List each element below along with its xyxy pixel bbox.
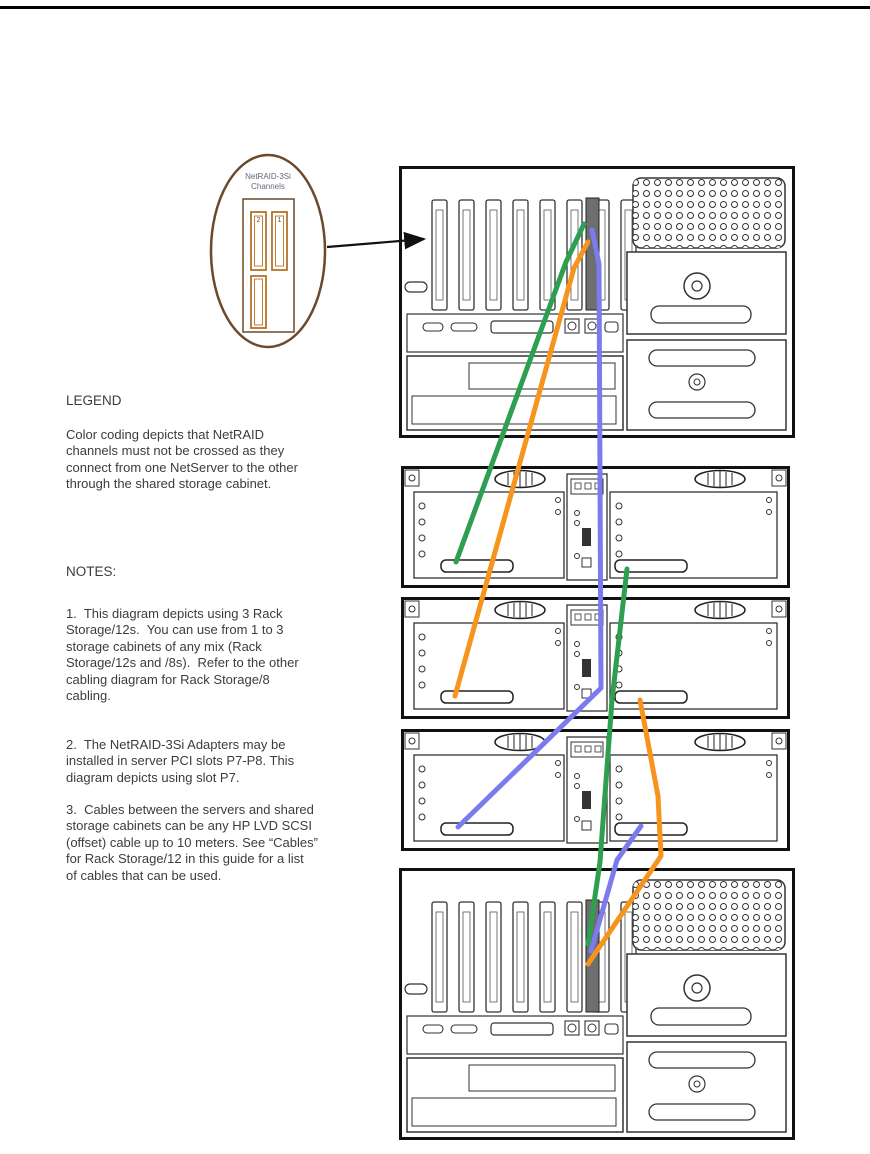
note-item: 1. This diagram depicts using 3 Rack Storage/12s. You can use from 1 to 3 storage cabinets of any mix (Rack Storage/12s and /8s). Refer to the other cabling diagram for Rack Storage/8 cabling.	[66, 606, 303, 704]
callout-bubble	[211, 155, 325, 347]
rack-storage-unit-2	[403, 599, 789, 718]
notes-heading: NOTES:	[66, 564, 117, 579]
netserver-bottom	[401, 870, 794, 1139]
rack-storage-unit-1	[403, 468, 789, 587]
note-item: 2. The NetRAID-3Si Adapters may be installed in server PCI slots P7-P8. This diagram depicts using slot P7.	[66, 737, 298, 785]
legend-body: Color coding depicts that NetRAID channels must not be crossed as they connect from one NetServer to the other through the shared storage cabinet.	[66, 427, 302, 492]
callout-label-line1: NetRAID-3Si	[245, 172, 291, 181]
callout-label-line2: Channels	[251, 182, 285, 191]
channel-number: 2	[256, 217, 261, 224]
rack-storage-unit-3	[403, 731, 789, 850]
channel-number: 1	[277, 217, 282, 224]
legend-heading: LEGEND	[66, 393, 122, 408]
note-item: 3. Cables between the servers and shared storage cabinets can be any HP LVD SCSI (offset) cable up to 10 meters. See “Cables” for Rack Storage/12 in this guide for a list of cables that can be used.	[66, 802, 322, 883]
